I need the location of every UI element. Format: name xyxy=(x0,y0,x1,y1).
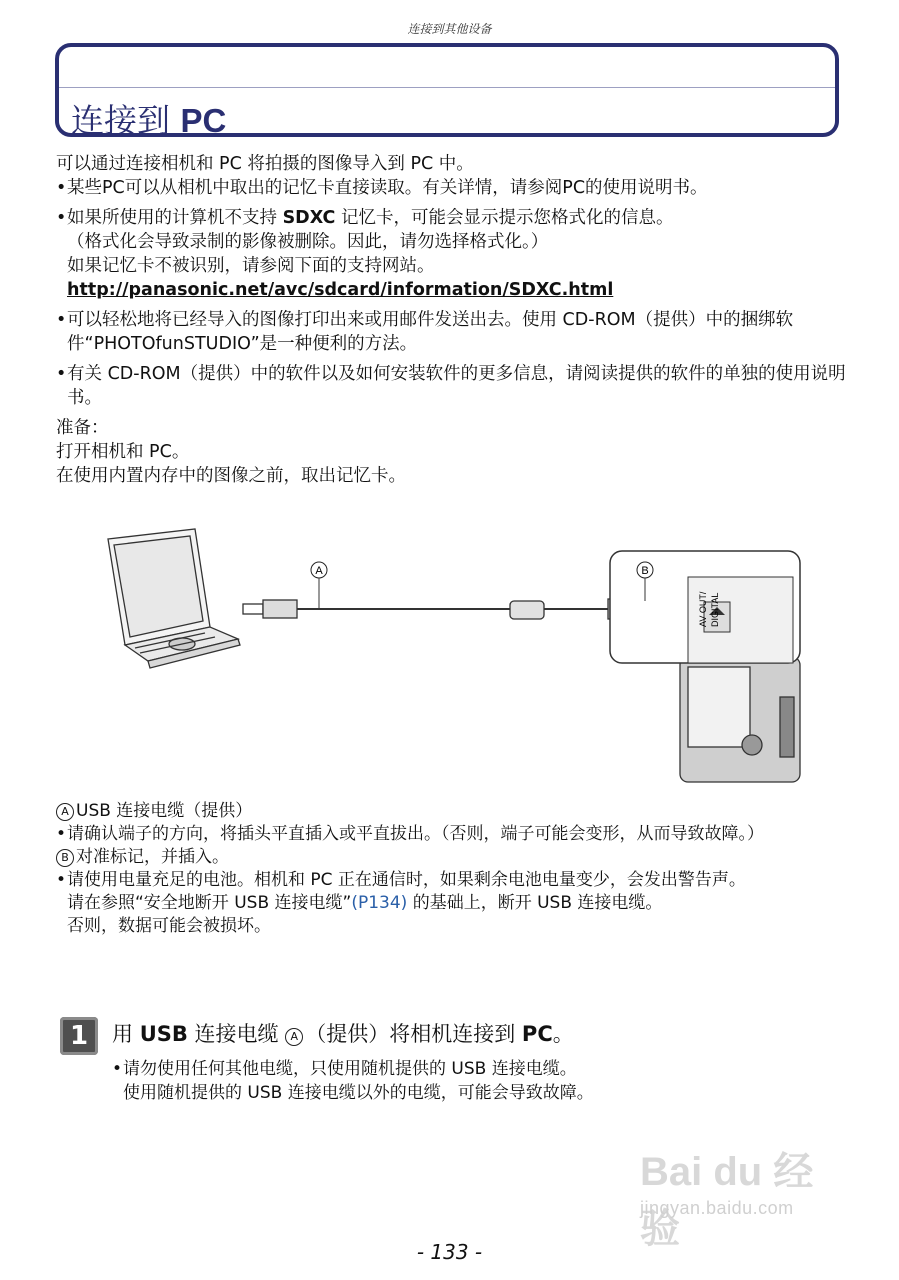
title-frame xyxy=(55,43,839,140)
prep-line-1: 打开相机和 PC。 xyxy=(56,442,190,462)
intro-bullet-2 xyxy=(56,206,846,230)
intro-bullet-4: • 有关 CD-ROM（提供）中的软件以及如何安装软件的更多信息，请阅读提供的软件的单独的使用说明书。 xyxy=(56,362,846,410)
step-title-mid2: （提供）将相机连接到 xyxy=(305,1022,522,1046)
marker-a-label: A xyxy=(315,565,323,577)
page-title xyxy=(71,95,226,142)
note-a-marker: A xyxy=(56,803,74,821)
sdxc-post: 记忆卡，可能会显示提示您格式化的信息。 xyxy=(335,208,674,228)
laptop-illustration xyxy=(108,529,240,668)
note-b-text: 对准标记，并插入。 xyxy=(76,847,229,867)
step-marker-a: A xyxy=(285,1028,303,1046)
page-number: - 133 - xyxy=(416,1240,483,1264)
step-body xyxy=(112,1057,832,1105)
baidu-watermark xyxy=(640,1140,850,1251)
step-title-pc: PC xyxy=(521,1022,553,1046)
step-bullet: • 请勿使用任何其他电缆，只使用随机提供的 USB 连接电缆。 xyxy=(112,1057,832,1081)
battery-bullet: • 请使用电量充足的电池。相机和 PC 正在通信时，如果剩余电池电量变少，会发出警告声。 xyxy=(56,869,846,892)
section-header: 连接到其他设备 xyxy=(407,22,492,36)
step-title-post: 。 xyxy=(552,1022,574,1046)
watermark-url: jingyan.baidu.com xyxy=(640,1198,794,1218)
page-ref-link[interactable]: (P134) xyxy=(351,893,408,913)
watermark-logo: Bai du 经验 xyxy=(640,1150,814,1251)
step-title-usb: USB xyxy=(139,1022,188,1046)
title-divider xyxy=(59,87,835,88)
intro-bullet-3: • 可以轻松地将已经导入的图像打印出来或用邮件发送出去。使用 CD-ROM（提供）中的捆绑软件“PHOTOfunSTUDIO”是一种便利的方法。 xyxy=(56,308,846,356)
connection-diagram xyxy=(100,527,810,787)
note-b xyxy=(56,846,846,869)
prep-line-2: 在使用内置内存中的图像之前，取出记忆卡。 xyxy=(56,466,406,486)
step-title-pre: 用 xyxy=(112,1022,140,1046)
step-number-badge: 1 xyxy=(60,1017,98,1055)
note-a-bullet: • 请确认端子的方向，将插头平直插入或平直拔出。（否则，端子可能会变形，从而导致故障。） xyxy=(56,823,846,846)
marker-b-label: B xyxy=(641,565,649,577)
step-title xyxy=(112,1019,574,1049)
notes-section xyxy=(56,800,846,938)
port-label-2: DIGITAL xyxy=(710,592,720,627)
format-warning: （格式化会导致录制的影像被删除。因此，请勿选择格式化。） xyxy=(67,232,549,252)
title-prefix: 连接到 xyxy=(71,101,181,140)
intro-section xyxy=(56,152,846,488)
prep-label: 准备： xyxy=(56,418,109,438)
port-label-1: AV OUT/ xyxy=(698,591,708,627)
camera-illustration xyxy=(680,657,800,782)
sdxc-pre: 如果所使用的计算机不支持 xyxy=(67,208,283,228)
intro-lead: 可以通过连接相机和 PC 将拍摄的图像导入到 PC 中。 xyxy=(56,154,474,174)
sdxc-bold: SDXC xyxy=(282,208,336,228)
step-title-mid: 连接电缆 xyxy=(187,1022,286,1046)
note-b-marker: B xyxy=(56,849,74,867)
marker-a-icon xyxy=(311,562,327,609)
support-link[interactable]: http://panasonic.net/avc/sdcard/information/SDXC.html xyxy=(67,280,614,300)
title-bold: PC xyxy=(180,102,227,139)
note-a xyxy=(56,800,846,823)
support-note: 如果记忆卡不被识别，请参阅下面的支持网站。 xyxy=(67,256,435,276)
note-a-text: USB 连接电缆（提供） xyxy=(76,801,253,821)
step-line-2: 使用随机提供的 USB 连接电缆以外的电缆，可能会导致故障。 xyxy=(123,1083,594,1103)
usb-cable xyxy=(243,599,648,619)
intro-bullet-1: • 某些PC可以从相机中取出的记忆卡直接读取。有关详情，请参阅PC的使用说明书。 xyxy=(56,176,846,200)
disconnect-ref xyxy=(56,892,846,915)
disconnect-ref-pre: 请在参照“安全地断开 USB 连接电缆” xyxy=(67,893,352,913)
data-warning: 否则，数据可能会被损坏。 xyxy=(67,916,271,936)
disconnect-ref-post: 的基础上，断开 USB 连接电缆。 xyxy=(407,893,663,913)
